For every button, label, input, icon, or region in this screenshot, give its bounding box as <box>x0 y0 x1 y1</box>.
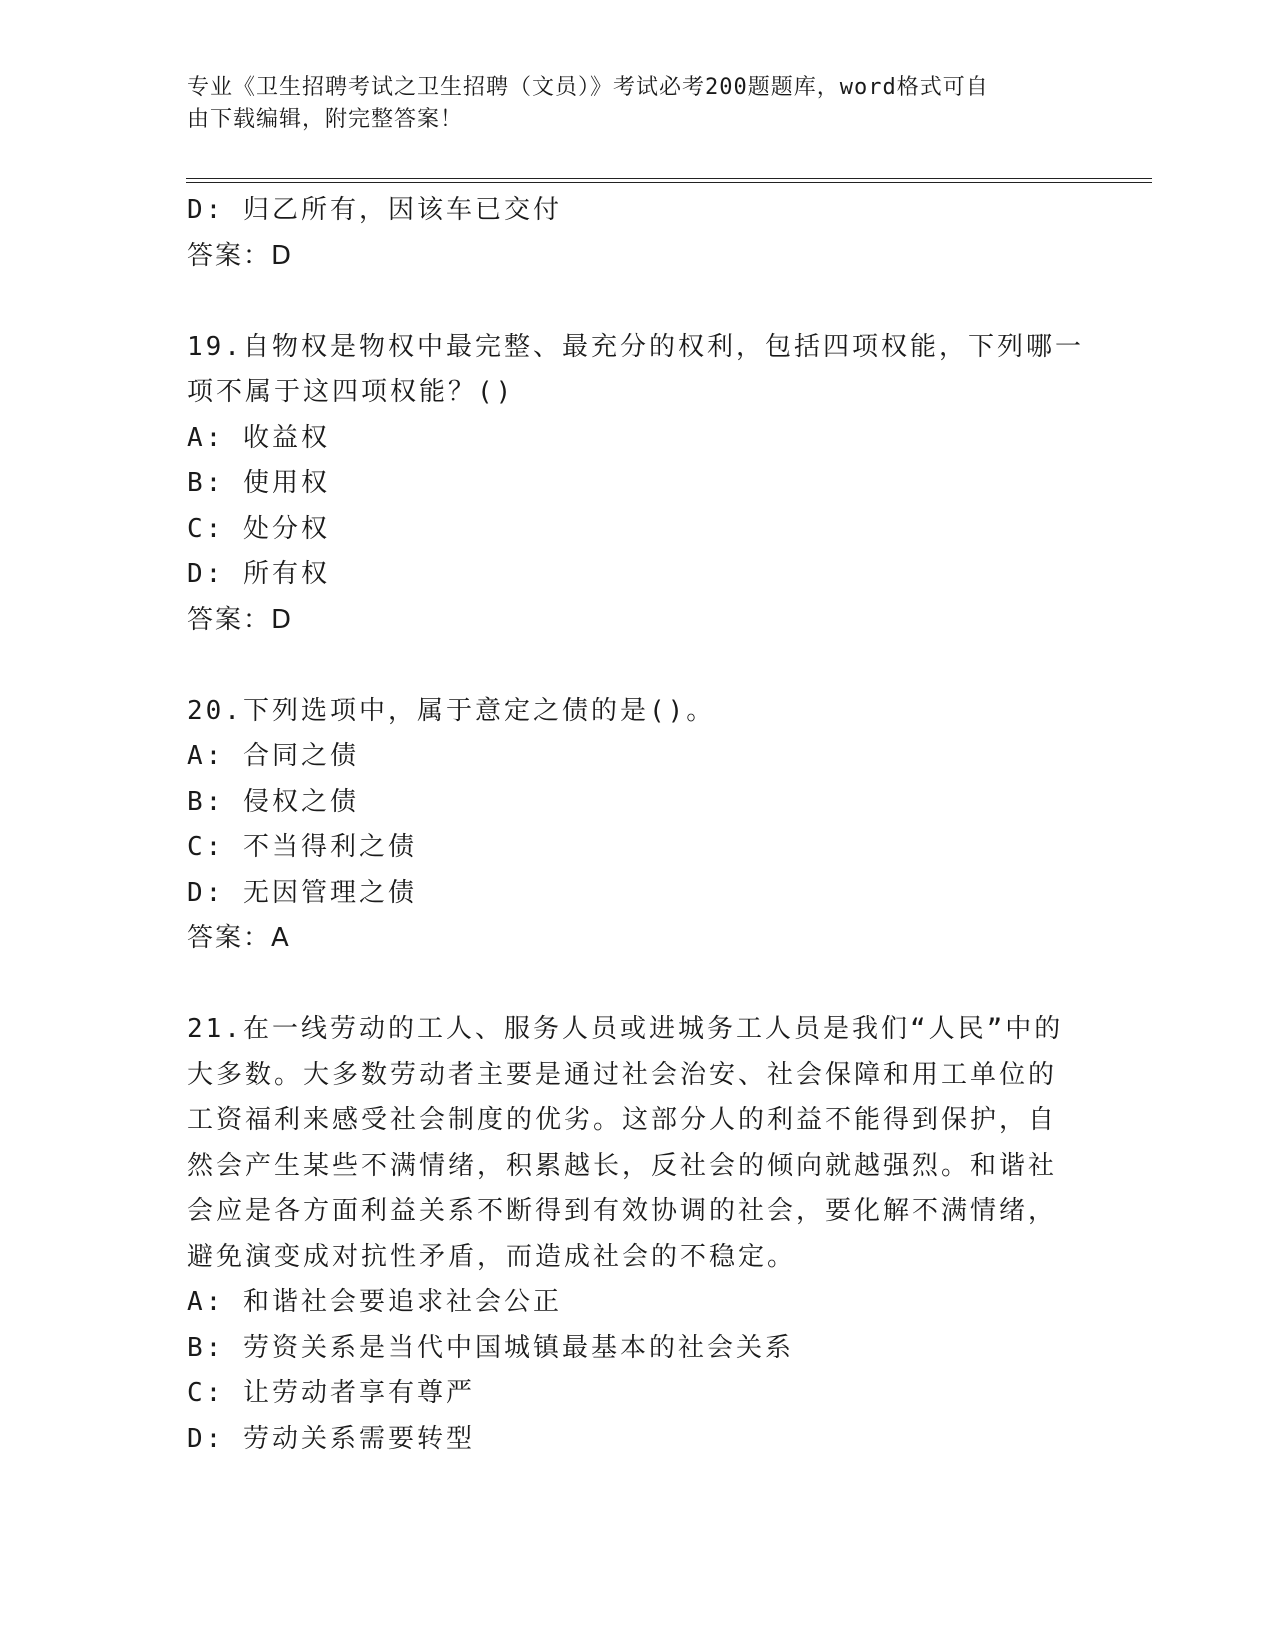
header-line-2: 由下载编辑，附完整答案！ <box>187 107 464 132</box>
question-stem-line: 然会产生某些不满情绪，积累越长，反社会的倾向就越强烈。和谐社 <box>187 1150 1058 1181</box>
question-stem-line: 项不属于这四项权能？() <box>187 377 515 407</box>
spacer <box>187 962 1087 1008</box>
header-rule-top <box>186 178 1152 179</box>
header-line-1: 专业《卫生招聘考试之卫生招聘（文员）》考试必考200题题库，word格式可自 <box>187 75 989 100</box>
option-c: C: 不当得利之债 <box>187 832 417 862</box>
option-c: C: 处分权 <box>187 513 330 544</box>
prev-answer: 答案：D <box>187 240 294 271</box>
answer: 答案：D <box>187 604 294 635</box>
option-a: A: 收益权 <box>187 422 330 453</box>
prev-option-d: D: 归乙所有，因该车已交付 <box>187 195 562 225</box>
question-stem-line: 大多数。大多数劳动者主要是通过社会治安、社会保障和用工单位的 <box>187 1059 1058 1090</box>
header-rule-bottom <box>186 182 1152 183</box>
question-stem-line: 工资福利来感受社会制度的优劣。这部分人的利益不能得到保护，自 <box>187 1105 1058 1135</box>
option-c: C: 让劳动者享有尊严 <box>187 1378 475 1408</box>
answer: 答案：A <box>187 923 291 953</box>
question-21 <box>187 1007 1087 1462</box>
option-a: A: 和谐社会要追求社会公正 <box>187 1287 562 1317</box>
option-b: B: 使用权 <box>187 468 330 498</box>
option-b: B: 劳资关系是当代中国城镇最基本的社会关系 <box>187 1332 794 1363</box>
document-header <box>187 72 1067 136</box>
question-stem-line: 会应是各方面利益关系不断得到有效协调的社会，要化解不满情绪， <box>187 1196 1058 1226</box>
spacer <box>187 279 1087 325</box>
option-d: D: 无因管理之债 <box>187 877 417 908</box>
option-d: D: 劳动关系需要转型 <box>187 1423 475 1454</box>
question-stem-line: 19.自物权是物权中最完整、最充分的权利，包括四项权能，下列哪一 <box>187 331 1084 362</box>
question-stem-line: 21.在一线劳动的工人、服务人员或进城务工人员是我们“人民”中的 <box>187 1014 1064 1044</box>
spacer <box>187 643 1087 689</box>
option-b: B: 侵权之债 <box>187 786 359 817</box>
question-20 <box>187 689 1087 962</box>
question-stem-line: 避免演变成对抗性矛盾，而造成社会的不稳定。 <box>187 1241 797 1272</box>
option-d: D: 所有权 <box>187 559 330 589</box>
option-a: A: 合同之债 <box>187 741 359 771</box>
document-body <box>187 188 1087 1462</box>
question-stem-line: 20.下列选项中，属于意定之债的是()。 <box>187 695 716 726</box>
question-19 <box>187 325 1087 644</box>
